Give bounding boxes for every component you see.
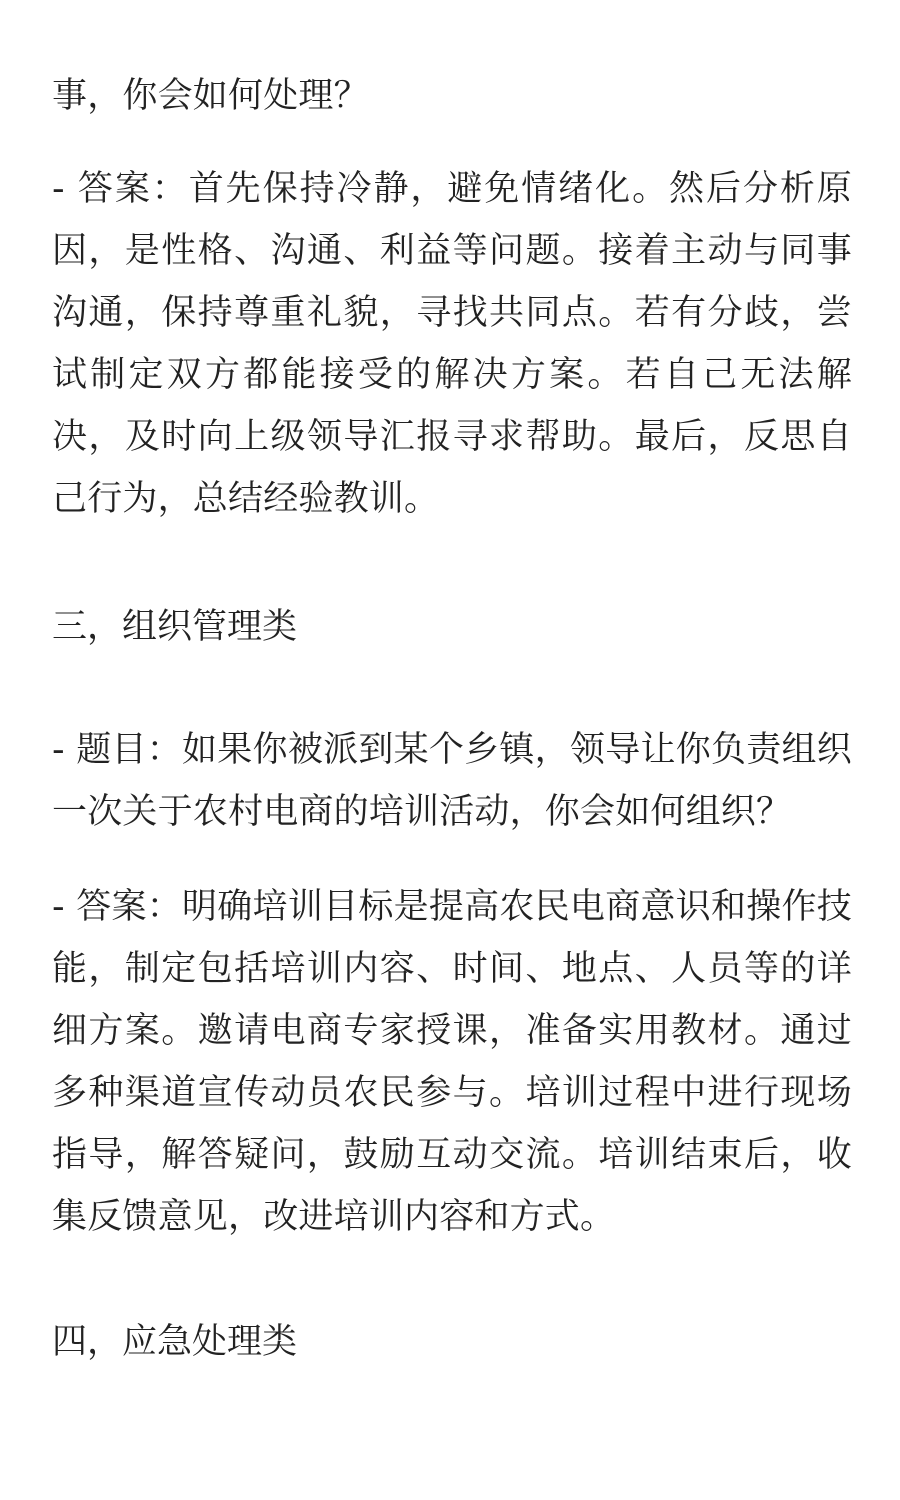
question-tail: 事，你会如何处理？	[52, 76, 369, 116]
answer-paragraph-3: - 答案：明确培训目标是提高农民电商意识和操作技能，制定包括培训内容、时间、地点、人员等的详细方案。邀请电商专家授课，准备实用教材。通过多种渠道宣传动员农民参与。培训过程中进行现场指导，解答疑问，鼓励互动交流。培训结束后，收集反馈意见，改进培训内容和方式。	[52, 887, 852, 1237]
section-heading-3: 三，组织管理类	[52, 607, 298, 647]
question-paragraph-3: - 题目：如果你被派到某个乡镇，领导让你负责组织一次关于农村电商的培训活动，你会如何组织？	[52, 730, 852, 832]
answer-paragraph-1: - 答案：首先保持冷静，避免情绪化。然后分析原因，是性格、沟通、利益等问题。接着主动与同事沟通，保持尊重礼貌，寻找共同点。若有分歧，尝试制定双方都能接受的解决方案。若自己无法解决，及时向上级领导汇报寻求帮助。最后，反思自己行为，总结经验教训。	[52, 169, 852, 519]
section-heading-4: 四，应急处理类	[52, 1322, 298, 1362]
